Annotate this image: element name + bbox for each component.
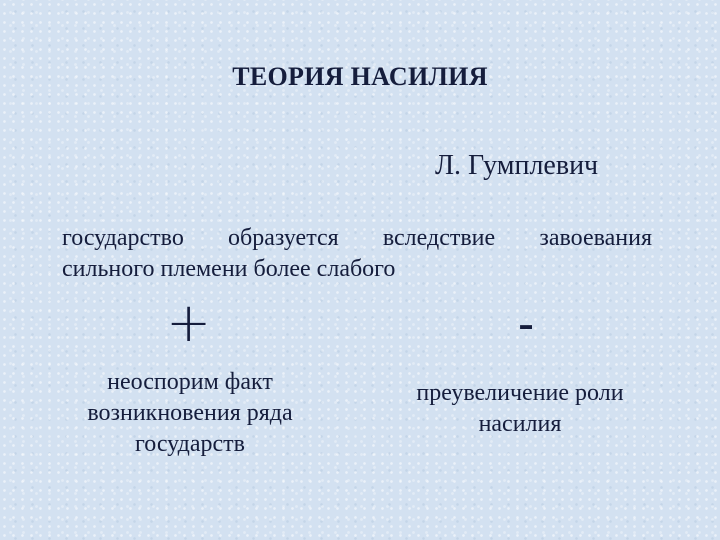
cons-text [370, 378, 670, 440]
pros-line-3: государств [134, 431, 245, 457]
pros-line-2: возникновения ряда [87, 400, 293, 426]
statement-line-2: сильного племени более слабого [62, 256, 396, 282]
statement-line-1: государство образуется вследствие завоевания [62, 225, 652, 251]
slide-title: ТЕОРИЯ НАСИЛИЯ [232, 62, 488, 91]
pros-line-1: неоспорим факт [107, 369, 273, 395]
theory-statement [62, 223, 652, 285]
pros-text [40, 367, 340, 460]
cons-symbol: - [518, 297, 534, 348]
author-name: Л. Гумплевич [435, 150, 599, 181]
pros-symbol: + [166, 291, 212, 354]
cons-line-1: преувеличение роли [416, 380, 624, 406]
cons-line-2: насилия [478, 411, 562, 437]
